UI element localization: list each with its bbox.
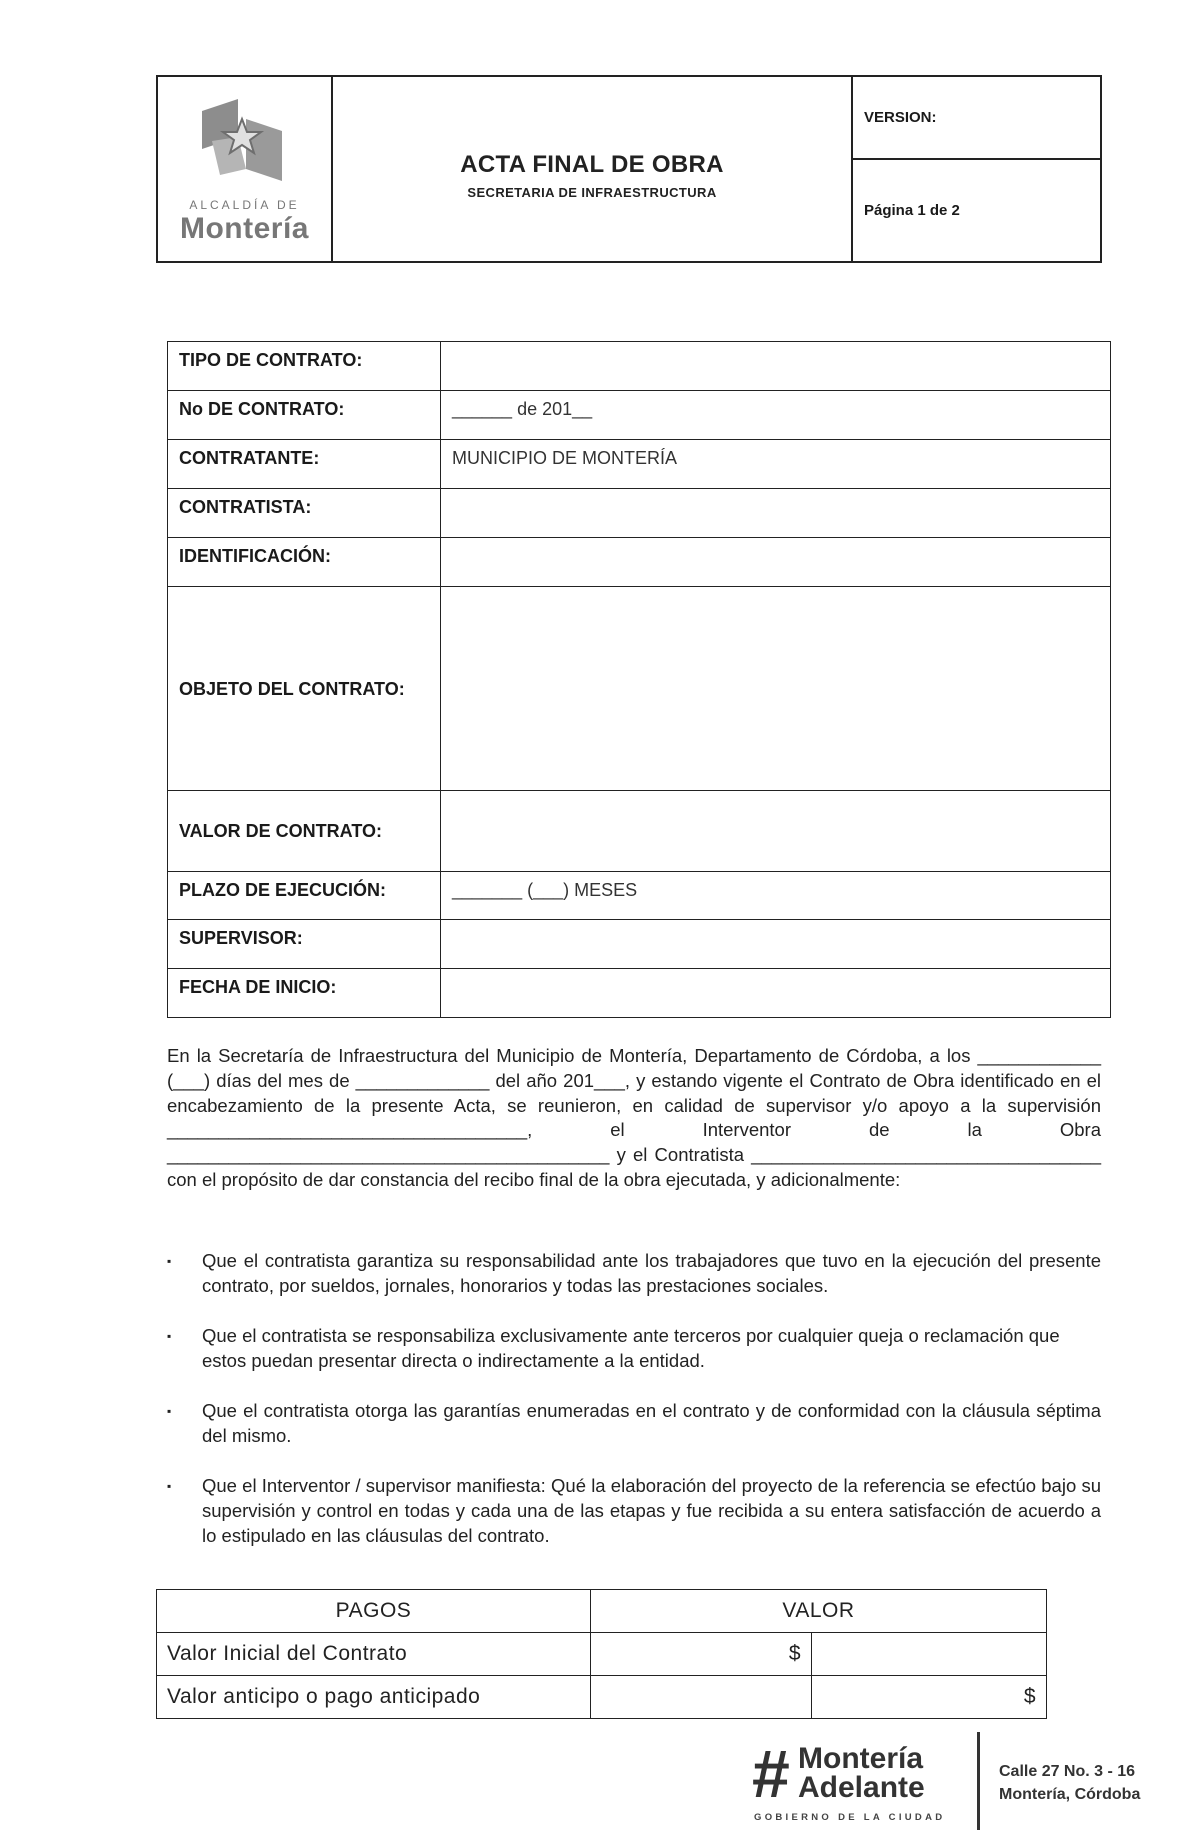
list-item: [167, 1474, 1101, 1548]
table-row: [157, 1676, 1047, 1719]
logo-caption-large: Montería: [179, 212, 309, 245]
monteria-emblem-icon: [194, 91, 290, 191]
row-label: TIPO DE CONTRATO:: [168, 342, 441, 391]
table-header-row: [157, 1590, 1047, 1633]
hashtag-icon: #: [752, 1736, 790, 1812]
list-item: [167, 1399, 1101, 1449]
row-label: IDENTIFICACIÓN:: [168, 538, 441, 587]
list-item-text: Que el Interventor / supervisor manifiesta: Qué la elaboración del proyecto de la referencia se efectúo bajo su supervisión y control en todas y cada una de las etapas y fue recibida a su entera satisfacción de acuerdo a lo estipulado en las cláusulas del contrato.: [202, 1475, 1101, 1546]
payments-table: [156, 1589, 1047, 1719]
version-cell: VERSION:: [853, 77, 1100, 160]
header-valor: VALOR: [591, 1590, 1047, 1633]
row-value: ______ de 201__: [441, 391, 1111, 440]
header-title-block: [333, 77, 853, 261]
row-value: [441, 587, 1111, 791]
page-number-cell: Página 1 de 2: [864, 202, 960, 219]
table-row: [168, 538, 1111, 587]
table-row: [168, 587, 1111, 791]
row-label: No DE CONTRATO:: [168, 391, 441, 440]
currency-symbol: $: [812, 1676, 1047, 1719]
list-item-text: Que el contratista garantiza su responsabilidad ante los trabajadores que tuvo en la ejecución del presente contrato, por sueldos, jornales, honorarios y todas las prestaciones sociales.: [202, 1250, 1101, 1296]
table-row: [168, 791, 1111, 872]
row-value: [441, 342, 1111, 391]
row-value: [441, 489, 1111, 538]
brand-line-1: Montería: [798, 1742, 924, 1775]
payment-amount: [591, 1676, 812, 1719]
list-item: [167, 1249, 1101, 1299]
table-row: [157, 1633, 1047, 1676]
contract-info-table: [167, 341, 1111, 1018]
list-item: [167, 1324, 1101, 1374]
payment-amount: [812, 1633, 1047, 1676]
header-pagos: PAGOS: [157, 1590, 591, 1633]
bullet-icon: ▪: [167, 1479, 172, 1493]
table-row: [168, 489, 1111, 538]
footer-divider: [977, 1732, 980, 1830]
brand-line-2: Adelante: [798, 1771, 925, 1804]
row-value: [441, 920, 1111, 969]
alcaldia-logo: [158, 77, 333, 261]
row-value: MUNICIPIO DE MONTERÍA: [441, 440, 1111, 489]
row-label: OBJETO DEL CONTRATO:: [168, 587, 441, 791]
footer-address: [999, 1760, 1140, 1806]
document-header: [156, 75, 1102, 263]
bullet-icon: ▪: [167, 1404, 172, 1418]
list-item-text: Que el contratista otorga las garantías enumeradas en el contrato y de conformidad con la cláusula séptima del mismo.: [202, 1400, 1101, 1446]
bullet-icon: ▪: [167, 1254, 172, 1268]
document-subtitle: SECRETARIA DE INFRAESTRUCTURA: [467, 184, 717, 200]
row-label: CONTRATANTE:: [168, 440, 441, 489]
row-label: CONTRATISTA:: [168, 489, 441, 538]
brand-tagline: GOBIERNO DE LA CIUDAD: [754, 1812, 946, 1823]
logo-caption-small: ALCALDÍA DE: [189, 198, 300, 212]
currency-symbol: $: [591, 1633, 812, 1676]
table-row: [168, 872, 1111, 920]
row-label: FECHA DE INICIO:: [168, 969, 441, 1018]
row-value: _______ (___) MESES: [441, 872, 1111, 920]
table-row: [168, 342, 1111, 391]
address-line-2: Montería, Córdoba: [999, 1786, 1141, 1803]
table-row: [168, 969, 1111, 1018]
payment-concept: Valor anticipo o pago anticipado: [157, 1676, 591, 1719]
list-item-text: Que el contratista se responsabiliza exclusivamente ante terceros por cualquier queja o reclamación que estos puedan presentar directa o indirectamente a la entidad.: [202, 1325, 1060, 1371]
row-label: PLAZO DE EJECUCIÓN:: [168, 872, 441, 920]
row-label: SUPERVISOR:: [168, 920, 441, 969]
table-row: [168, 391, 1111, 440]
row-value: [441, 791, 1111, 872]
row-value: [441, 538, 1111, 587]
table-row: [168, 440, 1111, 489]
intro-paragraph: En la Secretaría de Infraestructura del Municipio de Montería, Departamento de Córdoba, a los ____________ (___) días del mes de _____________ del año 201___, y estando vigente el Contrato de Obra identificado en el encabezamiento de la presente Acta, se reunieron, en calidad de supervisor y/o apoyo a la supervisión ___________________________________, el Interventor de la Obra ___________________________________________ y el Contratista __________________________________ con el propósito de dar constancia del recibo final de la obra ejecutada, y adicionalmente:: [167, 1045, 1101, 1190]
table-row: [168, 920, 1111, 969]
address-line-1: Calle 27 No. 3 - 16: [999, 1763, 1136, 1780]
row-value: [441, 969, 1111, 1018]
monteria-adelante-logo: [752, 1736, 972, 1830]
row-label: VALOR DE CONTRATO:: [168, 791, 441, 872]
payment-concept: Valor Inicial del Contrato: [157, 1633, 591, 1676]
document-title: ACTA FINAL DE OBRA: [460, 150, 724, 178]
header-meta: [853, 77, 1100, 261]
bullet-icon: ▪: [167, 1329, 172, 1343]
